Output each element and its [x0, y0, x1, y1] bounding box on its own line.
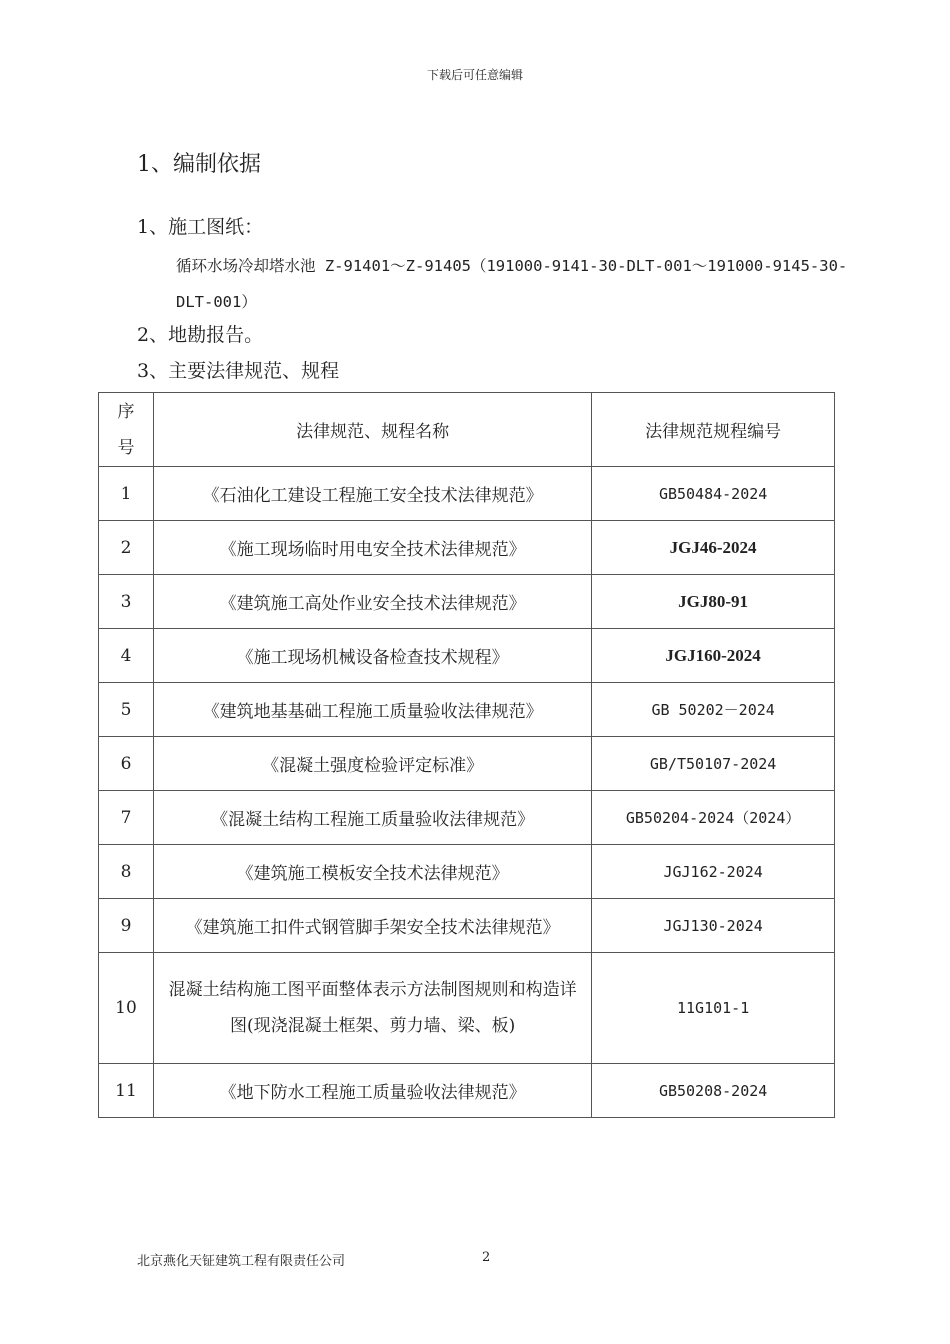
regulation-code: JGJ162-2024 — [592, 845, 835, 899]
table-row — [99, 521, 835, 575]
row-number: 9 — [99, 899, 154, 953]
table-row — [99, 575, 835, 629]
regulation-name: 《施工现场临时用电安全技术法律规范》 — [153, 521, 591, 575]
regulation-name: 《建筑施工扣件式钢管脚手架安全技术法律规范》 — [153, 899, 591, 953]
regulation-code: GB50204-2024（2024） — [592, 791, 835, 845]
regulations-title: 3、主要法律规范、规程 — [137, 360, 340, 382]
regulation-name: 混凝土结构施工图平面整体表示方法制图规则和构造详图(现浇混凝土框架、剪力墙、梁、板) — [153, 953, 591, 1064]
row-number: 11 — [99, 1064, 154, 1118]
row-number: 10 — [99, 953, 154, 1064]
regulation-code: JGJ160-2024 — [592, 629, 835, 683]
regulation-code: JGJ80-91 — [592, 575, 835, 629]
regulation-code: JGJ46-2024 — [592, 521, 835, 575]
drawings-description: 循环水场冷却塔水池 Z-91401～Z-91405（191000-9141-30-DLT-001～191000-9145-30-DLT-001） — [176, 257, 848, 311]
regulation-name: 《石油化工建设工程施工安全技术法律规范》 — [153, 467, 591, 521]
regulation-name: 《混凝土强度检验评定标准》 — [153, 737, 591, 791]
header-regulation-code: 法律规范规程编号 — [592, 393, 835, 467]
regulation-code: GB/T50107-2024 — [592, 737, 835, 791]
table-row — [99, 467, 835, 521]
regulation-name: 《地下防水工程施工质量验收法律规范》 — [153, 1064, 591, 1118]
regulation-code: 11G101-1 — [592, 953, 835, 1064]
header-serial-no: 序号 — [99, 393, 154, 467]
regulations-table — [98, 392, 835, 1118]
table-row — [99, 737, 835, 791]
regulation-code: JGJ130-2024 — [592, 899, 835, 953]
regulation-name: 《建筑地基基础工程施工质量验收法律规范》 — [153, 683, 591, 737]
table-row — [99, 629, 835, 683]
drawings-title: 1、施工图纸： — [137, 216, 264, 238]
table-row — [99, 1064, 835, 1118]
page-number: 2 — [482, 1250, 491, 1265]
table-row — [99, 899, 835, 953]
table-row — [99, 953, 835, 1064]
row-number: 4 — [99, 629, 154, 683]
table-row — [99, 845, 835, 899]
regulation-code: GB50484-2024 — [592, 467, 835, 521]
row-number: 5 — [99, 683, 154, 737]
table-row — [99, 791, 835, 845]
row-number: 7 — [99, 791, 154, 845]
row-number: 2 — [99, 521, 154, 575]
table-row — [99, 683, 835, 737]
header-regulation-name: 法律规范、规程名称 — [153, 393, 591, 467]
row-number: 6 — [99, 737, 154, 791]
page-header-watermark: 下载后可任意编辑 — [426, 68, 523, 82]
footer-company: 北京燕化天钲建筑工程有限责任公司 — [137, 1254, 346, 1269]
regulation-code: GB50208-2024 — [592, 1064, 835, 1118]
row-number: 8 — [99, 845, 154, 899]
regulation-name: 《施工现场机械设备检查技术规程》 — [153, 629, 591, 683]
regulation-code: GB 50202－2024 — [592, 683, 835, 737]
regulation-name: 《建筑施工高处作业安全技术法律规范》 — [153, 575, 591, 629]
survey-report-title: 2、地勘报告。 — [137, 324, 264, 346]
row-number: 1 — [99, 467, 154, 521]
row-number: 3 — [99, 575, 154, 629]
regulation-name: 《混凝土结构工程施工质量验收法律规范》 — [153, 791, 591, 845]
table-header-row — [99, 393, 835, 467]
section-heading: 1、编制依据 — [137, 152, 261, 177]
regulation-name: 《建筑施工模板安全技术法律规范》 — [153, 845, 591, 899]
